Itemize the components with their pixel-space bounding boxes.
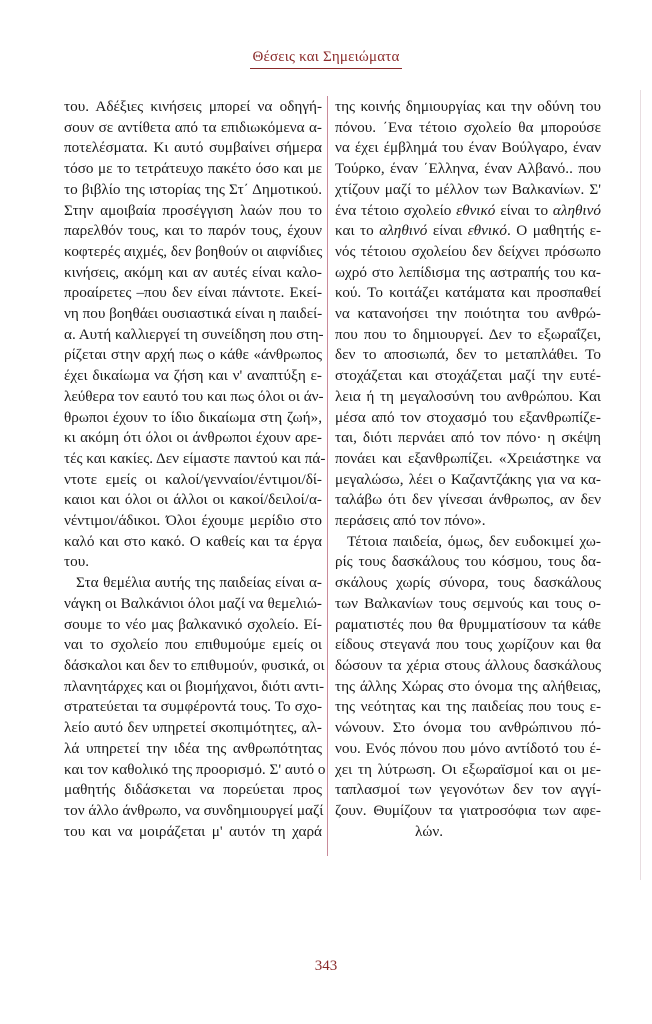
text-line: μεγαλώσω, λέει ο Καζαντζάκης για να κα-: [335, 470, 601, 488]
text-line: να κατανοήσει την ποιότητα του ανθρώ-: [335, 305, 601, 323]
section-title: Θέσεις και Σημειώματα: [250, 49, 401, 69]
text-line: ρίζεται στην αρχή πως ο κάθε «άνθρωπος: [64, 346, 322, 364]
text-line: κού. Το κοιτάζει κατάματα και προσπαθεί: [335, 284, 601, 302]
text-line: κι ακόμη ότι όλοι οι άνθρωποι έχουν αρε-: [64, 429, 322, 447]
paragraph-end-line: περάσεις από τον πόνο».: [335, 512, 486, 530]
page-edge-rule: [640, 90, 641, 880]
text-line-with-italics: [335, 221, 601, 242]
italic-word: εθνικό: [456, 201, 496, 219]
text-line: του και να μοιράζεται μ' αυτόν τη χαρά: [64, 822, 322, 840]
italic-word: αληθινό: [552, 201, 601, 219]
text-line: ταπλασμοί των γεγονότων δεν τον αγγί-: [335, 781, 601, 799]
text-line: της νεότητας και της παιδείας που τους ε-: [335, 698, 601, 716]
text-line: λεια ή τη μεγαλοσύνη του ανθρώπου. Και: [335, 387, 601, 405]
text-segment: είναι: [427, 222, 468, 240]
text-line: το βιβλίο της ιστορίας της Στ΄ Δημοτικού.: [64, 180, 322, 198]
text-segment: και το: [335, 222, 380, 240]
column-divider: [327, 96, 328, 856]
text-line: Στην αμοιβαία προσέγγιση λαών που το: [64, 201, 322, 219]
text-line: είδους στεγανά που τους χωρίζουν και θα: [335, 636, 601, 654]
text-line: μέσα από τον στοχασμό του εξανθρωπίζε-: [335, 408, 601, 426]
text-line: του. Αδέξιες κινήσεις μπορεί να οδηγή-: [64, 98, 322, 115]
text-line: πλανητάρχες και οι βιομήχανοι, διότι αντι-: [64, 677, 325, 695]
text-line: λείο αυτό δεν υπηρετεί σκοπιμότητες, αλ-: [64, 719, 322, 737]
text-line: σουμε το νέο μας βαλκανικό σχολείο. Εί-: [64, 615, 322, 633]
text-line: νη που βοηθάει ουσιαστικά είναι η παιδεί-: [64, 305, 323, 323]
text-line: καλό και στο κακό. Ο καθείς και τα έργα: [64, 532, 322, 550]
text-line: λά υπηρετεί την ιδέα της ανθρωπότητας: [64, 739, 322, 757]
paragraph-start-line: Στα θεμέλια αυτής της παιδείας είναι α-: [76, 574, 322, 592]
text-line: δάσκαλοι και δεν το επιθυμούν, φυσικά, οι: [64, 656, 325, 674]
text-line: ρίς τους δασκάλους του κόσμου, τους δα-: [335, 553, 601, 571]
text-line: ναι το σχολείο που επιθυμούμε εμείς οι: [64, 636, 322, 654]
text-line: παρελθόν τους, και το παρόν τους, έχουν: [64, 222, 322, 240]
text-line: ντοτε εμείς οι καλοί/γενναίοι/έντιμοι/δί-: [64, 470, 322, 488]
text-segment: . Ο μαθητής ε-: [506, 222, 602, 240]
running-header: [0, 48, 652, 69]
text-line: καιοι και όλοι οι άλλοι οι κακοί/δειλοί/α-: [64, 491, 322, 509]
text-line: σουν σε αντίθετα από τα επιδιωκόμενα α-: [64, 118, 322, 136]
text-line: σκάλους χωρίς σύνορα, τους δασκάλους: [335, 574, 601, 592]
text-line: προαίρετες –που δεν είναι πάντοτε. Εκεί-: [64, 284, 322, 302]
text-line: νου. Ενός πόνου που μόνο αντίδοτό του έ-: [335, 739, 601, 757]
text-line: τόσο με το τετράτευχο πακέτο όσο και με: [64, 160, 322, 178]
text-line: και τον καθολικό της προορισμό. Σ' αυτό ο: [64, 760, 326, 778]
text-line: α. Αυτή καλλιεργεί τη συνείδηση που στη-: [64, 325, 324, 343]
text-line: ται, διότι περνάει από τον πόνο· η σκέψη: [335, 429, 601, 447]
text-line: πονάει και εξανθρωπίζει. «Χρειάστηκε να: [335, 449, 601, 467]
paragraph-end-line: του.: [64, 553, 90, 571]
text-line: στρατεύεται τα συμφέροντά τους. Το σχο-: [64, 698, 322, 716]
right-column: [335, 97, 601, 842]
text-line: στοχάζεται και στοχάζεται μαζί την ευτέ-: [335, 367, 601, 385]
text-line: ταλάβω ότι δεν γίνεσαι άνθρωπος, αν δεν: [335, 491, 601, 509]
text-line: δώσουν τα χέρια στους άλλους δασκάλους: [335, 656, 601, 674]
paragraph-end-line: λών.: [415, 822, 444, 840]
text-line: της άλλης Χώρας στο όνομα της αλήθειας,: [335, 677, 601, 695]
text-segment: ένα τέτοιο σχολείο: [335, 201, 457, 219]
text-line: που που το δημιουργεί. Δεν το εξωραΐζει,: [335, 325, 601, 343]
text-line: νώνουν. Στο όνομα του ανθρώπινου πό-: [335, 719, 601, 737]
text-line: νός τέτοιου σχολείου δεν δείχνει πρόσωπο: [335, 242, 601, 260]
text-line: ραματιστές που θα θρυμματίσουν τα κάθε: [335, 615, 601, 633]
text-line: της κοινής δημιουργίας και την οδύνη του: [335, 98, 601, 115]
text-line: νάγκη οι Βαλκάνιοι όλοι μαζί να θεμελιώ-: [64, 594, 322, 612]
text-line: των Βαλκανίων τους σεμνούς και τους ο-: [335, 594, 601, 612]
left-column: [64, 97, 326, 842]
text-line: μαθητής διδάσκεται να πορεύεται προς: [64, 781, 322, 799]
text-line: ζουν. Θυμίζουν τα γιατροσόφια των αφε-: [335, 801, 601, 819]
text-line: λεύθερα τον εαυτό του και πως όλοι οι άν-: [64, 387, 324, 405]
text-line: να έχει έμβλημά του έναν Βούλγαρο, έναν: [335, 139, 601, 157]
text-line: πόνου. ΄Ενα τέτοιο σχολείο θα μπορούσε: [335, 118, 601, 136]
text-line: θρωποι έχουν το ίδιο δικαίωμα στη ζωή»,: [64, 408, 322, 426]
text-segment: είναι το: [495, 201, 553, 219]
text-line: χει τη λύτρωση. Οι εξωραϊσμοί και οι με-: [335, 760, 601, 778]
text-line: έχει δικαίωμα να ζήση και ν' αναπτύξη ε-: [64, 367, 322, 385]
text-line: ωχρό στο λεπίδισμα της αστραπής του κα-: [335, 263, 601, 281]
italic-word: αληθινό: [379, 222, 428, 240]
text-line: δεν το αποσιωπά, δεν το μεταπλάθει. Το: [335, 346, 601, 364]
text-line: τον άλλο άνθρωπο, να συνδημιουργεί μαζί: [64, 801, 324, 819]
page-number: 343: [314, 958, 338, 974]
text-line: νέντιμοι/άδικοι. Όλοι έχουμε μερίδιο στο: [64, 512, 322, 530]
text-line: Τούρκο, έναν ΄Ελληνα, έναν Αλβανό.. που: [335, 160, 601, 178]
text-line-with-italics: [335, 201, 601, 222]
text-line: ποτελέσματα. Κι αυτό συμβαίνει σήμερα: [64, 139, 322, 157]
text-line: κινήσεις, ακόμη και αν αυτές είναι καλο-: [64, 263, 322, 281]
text-line: χτίζουν μαζί το μέλλον των Βαλκανίων. Σ': [335, 180, 601, 198]
paragraph-start-line: Τέτοια παιδεία, όμως, δεν ευδοκιμεί χω-: [347, 532, 601, 550]
text-line: τές και κακίες. Δεν είμαστε παντού και πά-: [64, 449, 326, 467]
text-line: κοφτερές αιχμές, δεν βοηθούν οι αιφνίδιες: [64, 242, 323, 260]
italic-word: εθνικό: [467, 222, 507, 240]
